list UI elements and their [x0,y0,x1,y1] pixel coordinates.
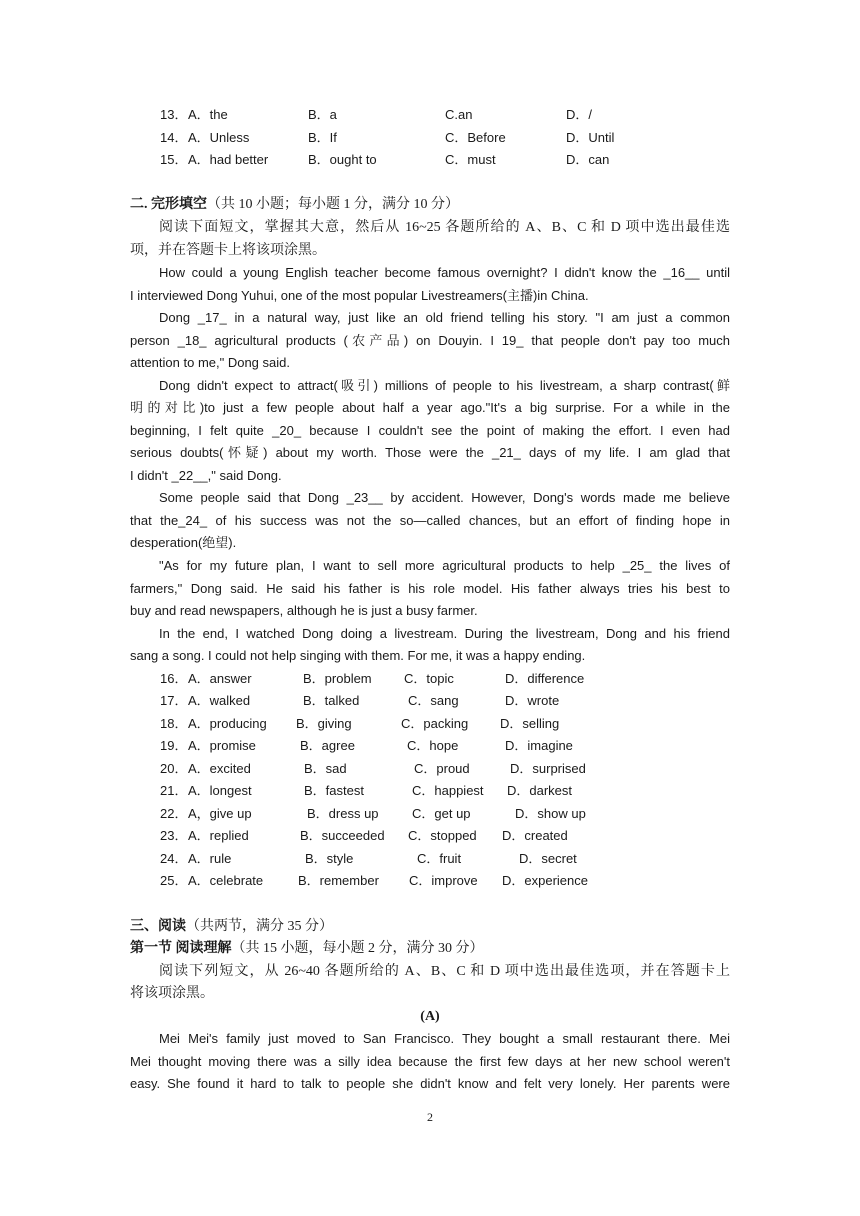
reading-line: Mei Mei's family just moved to San Francisco. They bought a small restaurant there. Mei [159,1031,730,1046]
passage-line: I didn't _22__," said Dong. [130,468,282,483]
section-2-instruction-2: 项，并在答题卡上将该项涂黑。 [130,243,326,258]
section-3-subheading [130,938,730,961]
section-2-heading [130,194,730,217]
passage-line: Dong didn't expect to attract(吸引) millions of people to his livestream, a sharp contrast(鲜 [159,378,730,393]
option-row-13: 13． A．the B．a C.an D．/ [160,107,593,122]
option-row-17: 17． A．walked B．talked C．sang D．wrote [160,693,560,708]
reading-line: Mei thought moving there was a silly idea because the first few days at her new school weren't [130,1054,730,1069]
passage-line: that the_24_ of his success was not the so—called chances, but an effort of finding hope in [130,513,730,528]
option-row-19: 19． A．promise B．agree C．hope D．imagine [160,738,573,753]
passage-line: desperation(绝望). [130,535,237,550]
section-2-instruction-1: 阅读下面短文，掌握其大意，然后从 16~25 各题所给的 A、B、C 和 D 项中选出最佳选 [159,220,730,235]
option-row-22: 22． A，give up B．dress up C．get up D．show up [160,806,586,821]
passage-line: serious doubts(怀疑) about my worth. Those were the _21_ days of my life. I am glad that [130,445,730,460]
option-row-16: 16． A．answer B．problem C．topic D．difference [160,671,585,686]
passage-line: attention to me," Dong said. [130,355,290,370]
passage-line: farmers," Dong said. He said his father is his role model. His father always tries his best to [130,581,730,596]
passage-line: 明的对比)to just a few people about half a year ago."It's a big surprise. For a while in the [130,400,730,415]
option-row-18: 18． A．producing B．giving C．packing D．selling [160,716,560,731]
section-3-subnote: （共 15 小题，每小题 2 分，满分 30 分） [231,941,484,956]
passage-line: Some people said that Dong _23__ by accident. However, Dong's words made me believe [159,490,730,505]
option-row-14: 14． A．Unless B．If C．Before D．Until [160,130,615,145]
page-number: 2 [427,1110,433,1124]
passage-line: person _18_ agricultural products (农产品) on Douyin. I 19_ that people don't pay too much [130,333,730,348]
option-row-15: 15． A．had better B．ought to C．must D．can [160,152,610,167]
reading-line: easy. She found it hard to talk to people she didn't know and felt very lonely. Her parents were [130,1076,730,1091]
section-3-title: 三、阅读 [130,919,186,934]
passage-line: I interviewed Dong Yuhui, one of the most popular Livestreamers(主播)in China. [130,288,589,303]
option-row-24: 24． A．rule B．style C．fruit D．secret [160,851,577,866]
section-2-title: 二. 完形填空 [130,197,207,212]
section-3-heading [130,916,730,939]
option-row-20: 20． A．excited B．sad C．proud D．surprised [160,761,586,776]
section-3-instruction-1: 阅读下列短文，从 26~40 各题所给的 A、B、C 和 D 项中选出最佳选项，并在答题卡上 [159,964,730,979]
passage-line: beginning, I felt quite _20_ because I couldn't see the point of making the effort. I even had [130,423,730,438]
option-row-25: 25． A．celebrate B．remember C．improve D．experience [160,873,588,888]
passage-line: Dong _17_ in a natural way, just like an old friend telling his story. "I am just a common [159,310,730,325]
passage-line: In the end, I watched Dong doing a livestream. During the livestream, Dong and his friend [159,626,730,641]
passage-line: sang a song. I could not help singing with them. For me, it was a happy ending. [130,648,586,663]
passage-line: How could a young English teacher become famous overnight? I didn't know the _16__ until [159,265,730,280]
section-3-note: （共两节，满分 35 分） [186,919,333,934]
option-row-23: 23． A．replied B．succeeded C．stopped D．created [160,828,568,843]
option-row-21: 21． A．longest B．fastest C．happiest D．darkest [160,783,573,798]
passage-label: (A) [420,1009,440,1024]
passage-line: buy and read newspapers, although he is just a busy farmer. [130,603,478,618]
section-2-note: （共 10 小题；每小题 1 分，满分 10 分） [207,197,459,212]
section-3-subtitle: 第一节 阅读理解 [130,941,232,956]
passage-line: "As for my future plan, I want to sell more agricultural products to help _25_ the lives of [159,558,730,573]
section-3-instruction-2: 将该项涂黑。 [130,986,214,1001]
